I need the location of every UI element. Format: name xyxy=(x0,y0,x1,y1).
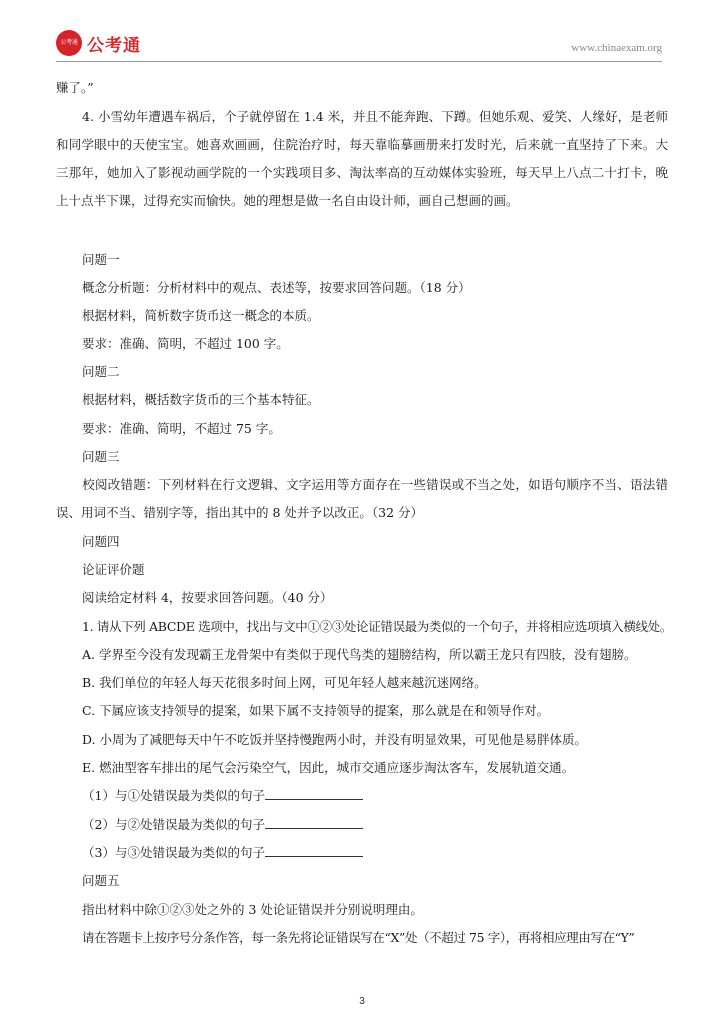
logo-text: 公考通 xyxy=(87,35,141,56)
option-d: D. 小周为了减肥每天中午不吃饭并坚持慢跑两小时，并没有明显效果，可见他是易胖体质。 xyxy=(82,732,588,747)
fill-label: （1）与①处错误最为类似的句子 xyxy=(82,788,265,803)
question-5-description: 请在答题卡上按序号分条作答，每一条先将论证错误写在“X”处（不超过 75 字），再将相应理由写在“Y” xyxy=(82,930,635,945)
fill-label: （2）与②处错误最为类似的句子 xyxy=(82,817,265,832)
question-1-task: 根据材料，简析数字货币这一概念的本质。 xyxy=(82,308,320,323)
question-1-title: 问题一 xyxy=(82,252,120,267)
header-divider xyxy=(56,61,662,62)
option-c: C. 下属应该支持领导的提案，如果下属不支持领导的提案，那么就是在和领导作对。 xyxy=(82,703,550,718)
option-b: B. 我们单位的年轻人每天花很多时间上网，可见年轻人越来越沉迷网络。 xyxy=(82,675,487,690)
fill-label: （3）与③处错误最为类似的句子 xyxy=(82,845,265,860)
paragraph-text: 4. 小雪幼年遭遇车祸后，个子就停留在 1.4 米，并且不能奔跑、下蹲。但她乐观、爱笑、人缘好，是老师和同学眼中的天使宝宝。她喜欢画画，住院治疗时，每天靠临摹画册来打发时光，后来就一直坚持了下来。大三那年，她加入了影视动画学院的一个实践项目多、淘汰率高的互动媒体实验班，每天早上八点二十打卡，晚上十点半下课，过得充实而愉快。她的理想是做一名自由设计师，画自己想画的画。 xyxy=(56,109,668,208)
fill-line-2 xyxy=(82,815,363,835)
answer-blank[interactable] xyxy=(265,844,363,857)
question-4-title: 问题四 xyxy=(82,534,120,549)
question-4-description: 阅读给定材料 4，按要求回答问题。（40 分） xyxy=(82,590,333,605)
option-e: E. 燃油型客车排出的尾气会污染空气，因此，城市交通应逐步淘汰客车，发展轨道交通。 xyxy=(82,760,575,775)
question-2-requirement: 要求：准确、简明，不超过 75 字。 xyxy=(82,421,281,436)
question-1-requirement: 要求：准确、简明，不超过 100 字。 xyxy=(82,336,289,351)
fill-line-1 xyxy=(82,786,363,806)
paragraph-text: 校阅改错题：下列材料在行文逻辑、文字运用等方面存在一些错误或不当之处，如语句顺序不当、语法错误、用词不当、错别字等，指出其中的 8 处并予以改正。（32 分） xyxy=(56,477,668,520)
question-2-task: 根据材料，概括数字货币的三个基本特征。 xyxy=(82,392,320,407)
question-1-description: 概念分析题：分析材料中的观点、表述等，按要求回答问题。（18 分） xyxy=(82,280,471,295)
page-number: 3 xyxy=(359,996,365,1007)
logo[interactable] xyxy=(56,30,141,56)
paragraph-material-4 xyxy=(56,103,668,215)
fill-line-3 xyxy=(82,843,363,863)
question-3-title: 问题三 xyxy=(82,449,120,464)
question-3-description xyxy=(56,471,668,527)
question-5-title: 问题五 xyxy=(82,873,120,888)
question-5-task: 指出材料中除①②③处之外的 3 处论证错误并分别说明理由。 xyxy=(82,902,423,917)
answer-blank[interactable] xyxy=(265,787,363,800)
option-a: A. 学界至今没有发现霸王龙骨架中有类似于现代鸟类的翅膀结构，所以霸王龙只有四肢，没有翅膀。 xyxy=(82,647,637,662)
site-url[interactable]: www.chinaexam.org xyxy=(571,42,662,54)
text-line: 赚了。” xyxy=(56,80,94,95)
question-4-item-1: 1. 请从下列 ABCDE 选项中，找出与文中①②③处论证错误最为类似的一个句子，并将相应选项填入横线处。 xyxy=(82,619,672,634)
question-4-subtitle: 论证评价题 xyxy=(82,562,145,577)
answer-blank[interactable] xyxy=(265,816,363,829)
logo-badge-icon: 公考通 xyxy=(56,30,82,56)
page-header xyxy=(56,30,662,64)
question-2-title: 问题二 xyxy=(82,364,120,379)
